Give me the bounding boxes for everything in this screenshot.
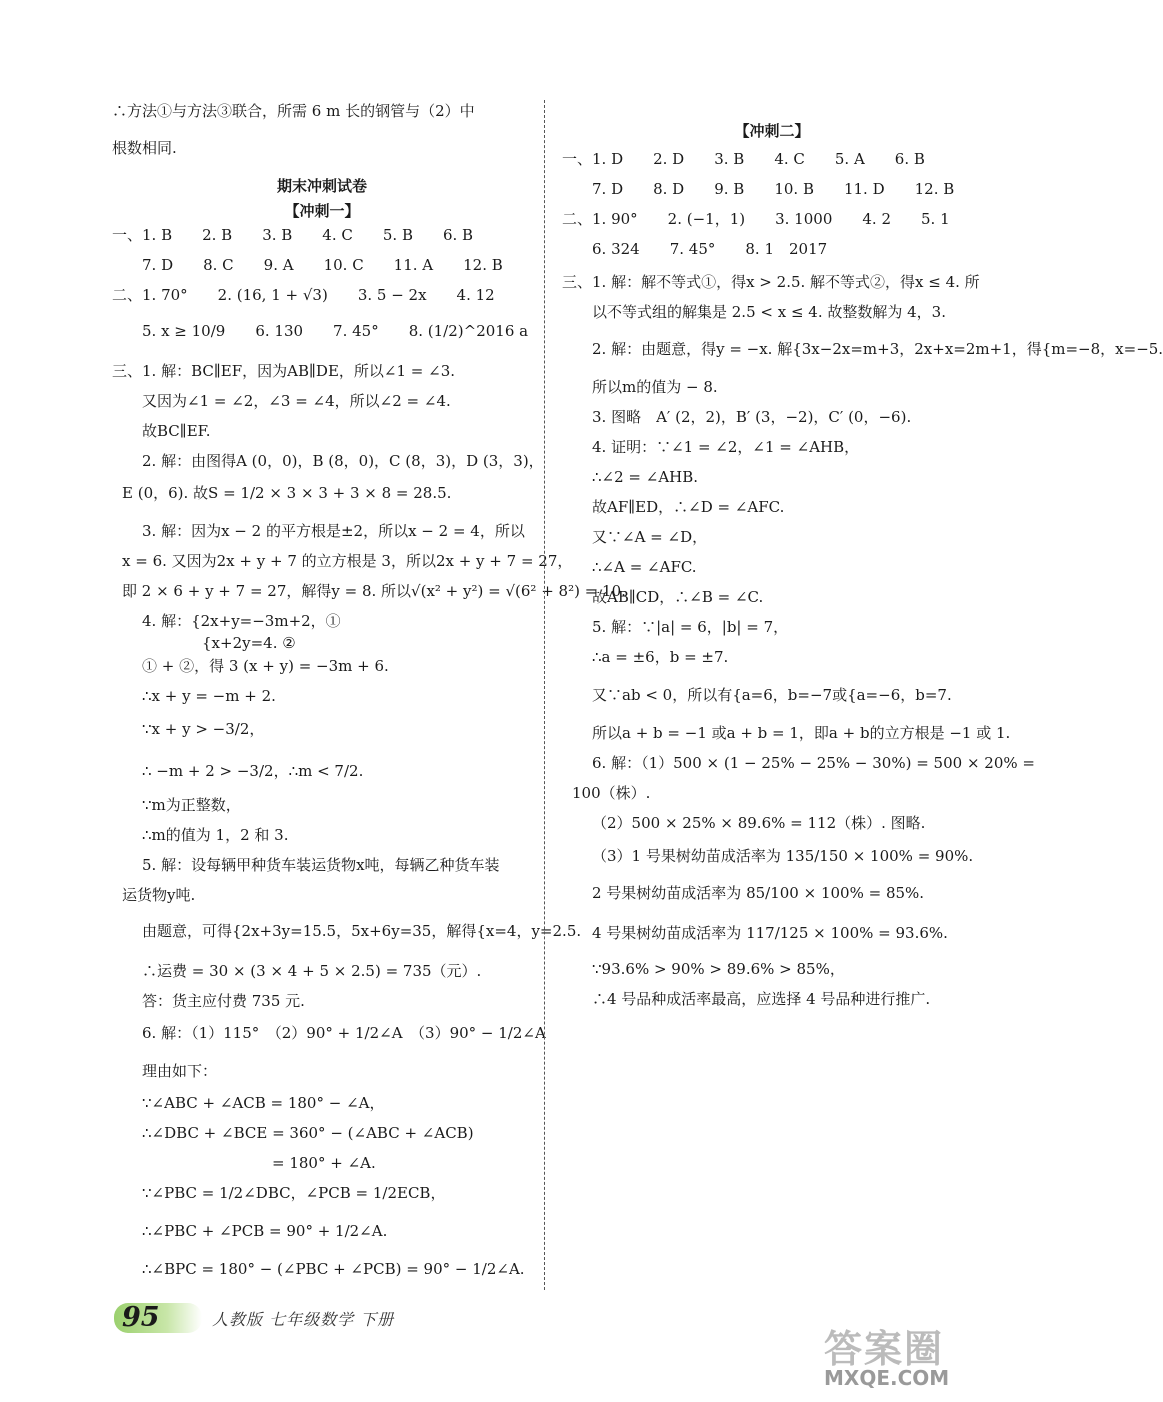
text-line: 运货物y吨. bbox=[122, 886, 196, 904]
text-line: 一、1. B 2. B 3. B 4. C 5. B 6. B bbox=[112, 226, 474, 244]
text-line: 100（株）. bbox=[572, 784, 651, 802]
text-line: ① + ②，得 3 (x + y) = −3m + 6. bbox=[142, 657, 389, 675]
text-line: ∵m为正整数， bbox=[142, 796, 241, 814]
text-line: ∴ −m + 2 > −3/2，∴m < 7/2. bbox=[142, 762, 364, 780]
text-line: 5. 解：∵|a| = 6，|b| = 7， bbox=[592, 618, 789, 636]
text-line: 7. D 8. C 9. A 10. C 11. A 12. B bbox=[142, 256, 503, 274]
text-line: ∴4 号品种成活率最高，应选择 4 号品种进行推广. bbox=[592, 990, 931, 1008]
text-line: 即 2 × 6 + y + 7 = 27，解得y = 8. 所以√(x² + y²) = √(6² + 8²) = 10. bbox=[122, 582, 626, 600]
text-line: 理由如下： bbox=[142, 1062, 218, 1080]
text-line: ∵93.6% > 90% > 89.6% > 85%， bbox=[592, 960, 845, 978]
text-line: 一、1. D 2. D 3. B 4. C 5. A 6. B bbox=[562, 150, 925, 168]
text-line: ∴m的值为 1，2 和 3. bbox=[142, 826, 289, 844]
watermark bbox=[818, 1318, 992, 1392]
text-line: （3）1 号果树幼苗成活率为 135/150 × 100% = 90%. bbox=[592, 847, 974, 865]
text-line: 故BC∥EF. bbox=[142, 422, 211, 440]
text-line: {x+2y=4. ② bbox=[202, 634, 296, 652]
text-line: ∴∠2 = ∠AHB. bbox=[592, 468, 699, 486]
watermark-url: MXQE.COM bbox=[824, 1366, 950, 1390]
book-title: 人教版 七年级数学 下册 bbox=[212, 1310, 395, 1329]
text-line: ∴∠BPC = 180° − (∠PBC + ∠PCB) = 90° − 1/2∠A. bbox=[142, 1260, 525, 1278]
text-line: 5. 解：设每辆甲种货车装运货物x吨，每辆乙种货车装 bbox=[142, 856, 500, 874]
text-line: 3. 图略 A′ (2，2)，B′ (3，−2)，C′ (0，−6). bbox=[592, 408, 912, 426]
text-line: x = 6. 又因为2x + y + 7 的立方根是 3，所以2x + y + 7 = 27， bbox=[122, 552, 573, 570]
text-line: 故AB∥CD，∴∠B = ∠C. bbox=[592, 588, 764, 606]
page-number: 95 bbox=[122, 1302, 160, 1333]
text-line: 所以a + b = −1 或a + b = 1，即a + b的立方根是 −1 或 1. bbox=[592, 724, 1011, 742]
text-line: 4. 解：{2x+y=−3m+2，① bbox=[142, 612, 341, 630]
text-line: 故AF∥ED，∴∠D = ∠AFC. bbox=[592, 498, 785, 516]
text-line: （2）500 × 25% × 89.6% = 112（株）. 图略. bbox=[592, 814, 926, 832]
text-line: ∴运费 = 30 × (3 × 4 + 5 × 2.5) = 735（元）. bbox=[142, 962, 482, 980]
text-line: 3. 解：因为x − 2 的平方根是±2，所以x − 2 = 4，所以 bbox=[142, 522, 525, 540]
text-line: ∵x + y > −3/2， bbox=[142, 720, 265, 738]
text-line: 以不等式组的解集是 2.5 < x ≤ 4. 故整数解为 4，3. bbox=[592, 303, 946, 321]
watermark-logo-text: 答案圈 bbox=[824, 1327, 945, 1371]
section-subtitle: 【冲刺一】 bbox=[284, 202, 360, 220]
text-line: 二、1. 90° 2. (−1，1) 3. 1000 4. 2 5. 1 bbox=[562, 210, 950, 228]
text-line: 6. 解：（1）115° （2）90° + 1/2∠A （3）90° − 1/2∠A bbox=[142, 1024, 546, 1042]
text-line: 由题意，可得{2x+3y=15.5，5x+6y=35，解得{x=4，y=2.5. bbox=[142, 922, 582, 940]
text-line: 三、1. 解：解不等式①，得x > 2.5. 解不等式②，得x ≤ 4. 所 bbox=[562, 273, 980, 291]
text-line: 二、1. 70° 2. (16, 1 + √3) 3. 5 − 2x 4. 12 bbox=[112, 286, 495, 304]
text-line: 根数相同. bbox=[112, 139, 177, 157]
text-line: 又∵∠A = ∠D， bbox=[592, 528, 708, 546]
text-line: 答：货主应付费 735 元. bbox=[142, 992, 305, 1010]
text-line: ∵∠PBC = 1/2∠DBC，∠PCB = 1/2ECB， bbox=[142, 1184, 446, 1202]
text-line: 又∵ab < 0，所以有{a=6，b=−7或{a=−6，b=7. bbox=[592, 686, 952, 704]
text-line: 6. 324 7. 45° 8. 1 2017 bbox=[592, 240, 828, 258]
text-line: 4 号果树幼苗成活率为 117/125 × 100% = 93.6%. bbox=[592, 924, 948, 942]
text-line: 2. 解：由题意，得y = −x. 解{3x−2x=m+3，2x+x=2m+1，得{m=−8，x=−5. bbox=[592, 340, 1163, 358]
text-line: 所以m的值为 − 8. bbox=[592, 378, 718, 396]
text-line: ∴∠PBC + ∠PCB = 90° + 1/2∠A. bbox=[142, 1222, 388, 1240]
text-line: ∴∠A = ∠AFC. bbox=[592, 558, 697, 576]
text-line: ∵∠ABC + ∠ACB = 180° − ∠A， bbox=[142, 1094, 385, 1112]
section-title: 期末冲刺试卷 bbox=[276, 177, 367, 195]
text-line: 5. x ≥ 10/9 6. 130 7. 45° 8. (1/2)^2016 a bbox=[142, 322, 529, 340]
text-line: 三、1. 解：BC∥EF，因为AB∥DE，所以∠1 = ∠3. bbox=[112, 362, 456, 380]
text-line: 6. 解：（1）500 × (1 − 25% − 25% − 30%) = 500 × 20% = bbox=[592, 754, 1035, 772]
section-subtitle: 【冲刺二】 bbox=[734, 122, 810, 140]
text-line: ∴∠DBC + ∠BCE = 360° − (∠ABC + ∠ACB) bbox=[142, 1124, 474, 1142]
text-line: = 180° + ∠A. bbox=[272, 1154, 376, 1172]
text-line: 4. 证明：∵∠1 = ∠2，∠1 = ∠AHB， bbox=[592, 438, 860, 456]
page-number-badge bbox=[114, 1303, 202, 1333]
text-line: 又因为∠1 = ∠2，∠3 = ∠4，所以∠2 = ∠4. bbox=[142, 392, 451, 410]
column-divider bbox=[544, 100, 545, 1290]
text-line: 2. 解：由图得A (0，0)，B (8，0)，C (8，3)，D (3，3)， bbox=[142, 452, 544, 470]
text-line: ∴方法①与方法③联合，所需 6 m 长的钢管与（2）中 bbox=[112, 102, 475, 120]
text-line: 2 号果树幼苗成活率为 85/100 × 100% = 85%. bbox=[592, 884, 925, 902]
text-line: ∴x + y = −m + 2. bbox=[142, 687, 276, 705]
text-line: E (0，6). 故S = 1/2 × 3 × 3 + 3 × 8 = 28.5. bbox=[122, 484, 452, 502]
text-line: 7. D 8. D 9. B 10. B 11. D 12. B bbox=[592, 180, 955, 198]
text-line: ∴a = ±6，b = ±7. bbox=[592, 648, 729, 666]
